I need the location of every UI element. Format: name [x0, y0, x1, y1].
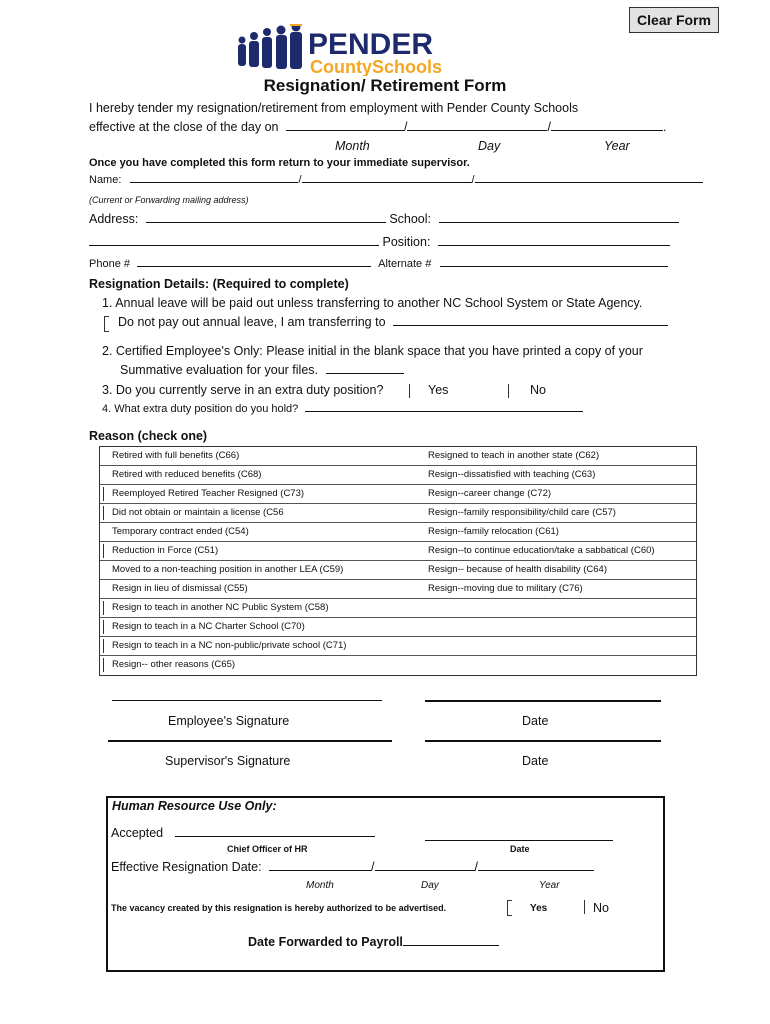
logo-text-county: CountySchools: [310, 57, 443, 76]
supervisor-signature-line[interactable]: [108, 740, 392, 742]
details-item2a: 2. Certified Employee's Only: Please initial in the blank space that you have printed a copy of your: [102, 344, 643, 358]
details-heading: Resignation Details: (Required to complete): [89, 277, 349, 291]
extra-duty-yes-checkbox[interactable]: [409, 384, 410, 398]
accepted-field[interactable]: [175, 836, 375, 837]
school-label: School:: [389, 212, 432, 226]
reason-left-7[interactable]: Resign in lieu of dismissal (C55): [112, 583, 248, 594]
vacancy-yes-checkbox[interactable]: [507, 900, 512, 916]
vacancy-no-label: No: [593, 901, 609, 915]
effective-date-label: Effective Resignation Date:: [111, 860, 262, 874]
supervisor-signature-label: Supervisor's Signature: [165, 754, 291, 768]
details-item1: 1. Annual leave will be paid out unless transferring to another NC School System or State Agency.: [102, 296, 643, 310]
reason-right-3[interactable]: Resign--family responsibility/child care (C57): [428, 507, 616, 518]
employee-signature-label: Employee's Signature: [168, 714, 290, 728]
reason-heading: Reason (check one): [89, 429, 208, 443]
details-item4: [102, 403, 583, 415]
students-silhouette-icon: [232, 24, 484, 76]
page-title: Resignation/ Retirement Form: [263, 76, 507, 95]
reason-right-0[interactable]: Resigned to teach in another state (C62): [428, 450, 600, 461]
effective-year-caption: Year: [539, 880, 560, 891]
effective-month-field[interactable]: [269, 870, 371, 871]
payroll-row: [248, 935, 499, 949]
reason-left-9[interactable]: Resign to teach in a NC Charter School (C70): [112, 621, 305, 632]
chief-officer-label: Chief Officer of HR: [227, 844, 308, 854]
payroll-label: Date Forwarded to Payroll: [248, 935, 403, 949]
address2-field[interactable]: [89, 245, 379, 246]
day-caption: Day: [478, 139, 501, 153]
hr-date-label: Date: [510, 844, 530, 854]
position-field[interactable]: [438, 245, 670, 246]
address2-row: [89, 235, 670, 249]
reason-right-6[interactable]: Resign-- because of health disability (C64): [428, 564, 608, 575]
extra-duty-no-checkbox[interactable]: [508, 384, 509, 398]
extra-duty-position-field[interactable]: [305, 411, 583, 412]
reason-checkbox-3[interactable]: [103, 506, 104, 520]
details-item1-option: [118, 315, 668, 329]
pender-county-schools-logo: [232, 24, 484, 76]
reason-left-0[interactable]: Retired with full benefits (C66): [112, 450, 240, 461]
extra-duty-yes-label: Yes: [428, 383, 449, 397]
reason-left-5[interactable]: Reduction in Force (C51): [112, 545, 219, 556]
reason-checkbox-10[interactable]: [103, 639, 104, 653]
reason-right-7[interactable]: Resign--moving due to military (C76): [428, 583, 583, 594]
reason-left-6[interactable]: Moved to a non-teaching position in another LEA (C59): [112, 564, 344, 575]
reason-left-2[interactable]: Reemployed Retired Teacher Resigned (C73): [112, 488, 305, 499]
clear-form-button[interactable]: Clear Form: [629, 7, 719, 33]
reason-right-2[interactable]: Resign--career change (C72): [428, 488, 552, 499]
phone-field[interactable]: [137, 266, 371, 267]
details-item3: 3. Do you currently serve in an extra duty position?: [102, 383, 384, 397]
effective-day-field[interactable]: [375, 870, 475, 871]
day-field[interactable]: [407, 130, 547, 131]
hr-date-line[interactable]: [425, 840, 613, 841]
effective-year-field[interactable]: [478, 870, 594, 871]
hr-accepted-row: [111, 826, 375, 840]
details-item2b: [120, 363, 404, 377]
name-middle-field[interactable]: [475, 182, 703, 183]
year-field[interactable]: [551, 130, 663, 131]
transfer-checkbox[interactable]: [104, 316, 109, 332]
school-field[interactable]: [439, 222, 679, 223]
payroll-date-field[interactable]: [403, 945, 499, 946]
accepted-label: Accepted: [111, 826, 164, 840]
employee-date-line[interactable]: [425, 700, 661, 702]
name-label: Name:: [89, 174, 122, 186]
employee-signature-line[interactable]: [112, 700, 382, 701]
phone-label: Phone #: [89, 258, 130, 270]
reason-right-5[interactable]: Resign--to continue education/take a sabbatical (C60): [428, 545, 655, 556]
hr-heading: Human Resource Use Only:: [112, 799, 277, 813]
vacancy-no-checkbox[interactable]: [584, 900, 585, 914]
reason-left-1[interactable]: Retired with reduced benefits (C68): [112, 469, 262, 480]
logo-text-pender: PENDER: [308, 28, 434, 61]
employee-date-label: Date: [522, 714, 549, 728]
address-field[interactable]: [146, 222, 386, 223]
name-first-field[interactable]: [302, 182, 472, 183]
month-caption: Month: [335, 139, 370, 153]
reason-right-4[interactable]: Resign--family relocation (C61): [428, 526, 559, 537]
year-caption: Year: [604, 139, 630, 153]
summative-label: Summative evaluation for your files.: [120, 363, 319, 377]
return-note: Once you have completed this form return to your immediate supervisor.: [89, 157, 470, 169]
effective-month-caption: Month: [306, 880, 334, 891]
effective-date-row: Effective Resignation Date: / /: [111, 860, 594, 874]
alternate-label: Alternate #: [378, 258, 432, 270]
extra-duty-position-label: 4. What extra duty position do you hold?: [102, 403, 299, 415]
intro-line2: effective at the close of the day on / / .: [89, 120, 667, 134]
reason-checkbox-2[interactable]: [103, 487, 104, 501]
reason-checkbox-5[interactable]: [103, 544, 104, 558]
vacancy-yes-label: Yes: [530, 903, 548, 914]
forwarding-note: (Current or Forwarding mailing address): [89, 195, 249, 205]
reason-left-4[interactable]: Temporary contract ended (C54): [112, 526, 249, 537]
phone-row: [89, 258, 668, 270]
supervisor-date-line[interactable]: [425, 740, 661, 742]
initial-field[interactable]: [326, 373, 404, 374]
position-label: Position:: [382, 235, 431, 249]
supervisor-date-label: Date: [522, 754, 549, 768]
reason-checkbox-11[interactable]: [103, 658, 104, 672]
reason-left-3[interactable]: Did not obtain or maintain a license (C56: [112, 507, 284, 518]
reason-table: [99, 446, 697, 676]
address-label: Address:: [89, 212, 139, 226]
reason-checkbox-9[interactable]: [103, 620, 104, 634]
transfer-option-label: Do not pay out annual leave, I am transferring to: [118, 315, 386, 329]
reason-left-11[interactable]: Resign-- other reasons (C65): [112, 659, 236, 670]
address-row: [89, 212, 679, 226]
effective-day-caption: Day: [421, 880, 439, 891]
alternate-field[interactable]: [440, 266, 668, 267]
name-last-field[interactable]: [130, 182, 298, 183]
reason-right-1[interactable]: Resign--dissatisfied with teaching (C63): [428, 469, 596, 480]
reason-checkbox-8[interactable]: [103, 601, 104, 615]
reason-left-8[interactable]: Resign to teach in another NC Public System (C58): [112, 602, 329, 613]
intro-line1: I hereby tender my resignation/retirement from employment with Pender County Schools: [89, 101, 579, 115]
transfer-destination-field[interactable]: [393, 325, 668, 326]
intro-effective-label: effective at the close of the day on: [89, 120, 279, 134]
reason-left-10[interactable]: Resign to teach in a NC non-public/private school (C71): [112, 640, 347, 651]
vacancy-note: The vacancy created by this resignation is hereby authorized to be advertised.: [111, 903, 447, 913]
month-field[interactable]: [286, 130, 404, 131]
extra-duty-no-label: No: [530, 383, 546, 397]
name-row: Name: / /: [89, 174, 703, 186]
